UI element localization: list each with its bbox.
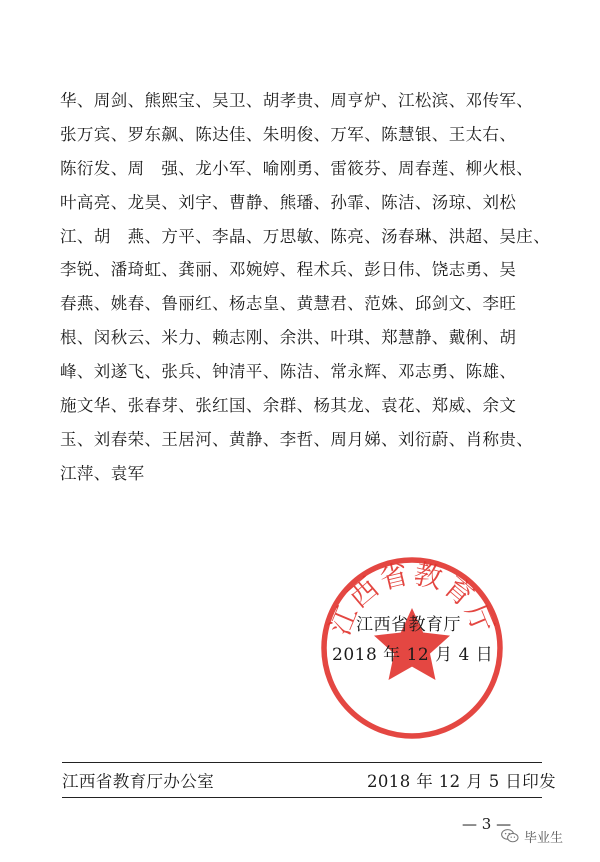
name-list-line: 江萍、袁军 [60,463,145,483]
name-list-line: 江、胡 燕、方平、李晶、万思敏、陈亮、汤春琳、洪超、吴庄、 [60,226,551,246]
page-number: — 3 — [462,815,512,833]
name-list [60,84,550,491]
footer-office: 江西省教育厅办公室 [62,772,215,791]
svg-text:江西省教育厅: 江西省教育厅 [323,556,501,640]
watermark-name: 毕业生 [524,830,564,846]
footer-issue-date: 2018 年 12 月 5 日印发 [367,772,557,791]
wechat-icon [500,828,520,844]
name-list-line: 玉、刘春荣、王居河、黄静、李哲、周月娣、刘衍蔚、肖称贵、 [60,429,534,449]
name-list-line: 峰、刘遂飞、张兵、钟清平、陈洁、常永辉、邓志勇、陈雄、 [60,362,517,382]
footer-bottom-rule [62,797,542,798]
name-list-line: 陈衍发、周 强、龙小军、喻刚勇、雷筱芬、周春莲、柳火根、 [60,158,534,178]
signature-organization: 江西省教育厅 [356,615,461,635]
signature-date: 2018 年 12 月 4 日 [332,645,494,665]
name-list-line: 李锐、潘琦虹、龚丽、邓婉婷、程术兵、彭日伟、饶志勇、吴 [60,260,517,280]
name-list-line: 施文华、张春芽、张红国、余群、杨其龙、袁花、郑威、余文 [60,396,517,416]
name-list-line: 春燕、姚春、鲁丽红、杨志皇、黄慧君、范姝、邱剑文、李旺 [60,294,517,314]
name-list-line: 张万宾、罗东飙、陈达佳、朱明俊、万军、陈慧银、王太右、 [60,124,517,144]
name-list-line: 根、闵秋云、米力、赖志刚、余洪、叶琪、郑慧静、戴俐、胡 [60,328,517,348]
name-list-line: 华、周剑、熊熙宝、吴卫、胡孝贵、周亨炉、江松滨、邓传军、 [60,91,534,110]
wechat-watermark [500,826,563,846]
name-list-line: 叶高亮、龙昊、刘宇、曹静、熊璠、孙霏、陈洁、汤琼、刘松 [60,192,517,212]
footer-top-rule [62,762,542,763]
